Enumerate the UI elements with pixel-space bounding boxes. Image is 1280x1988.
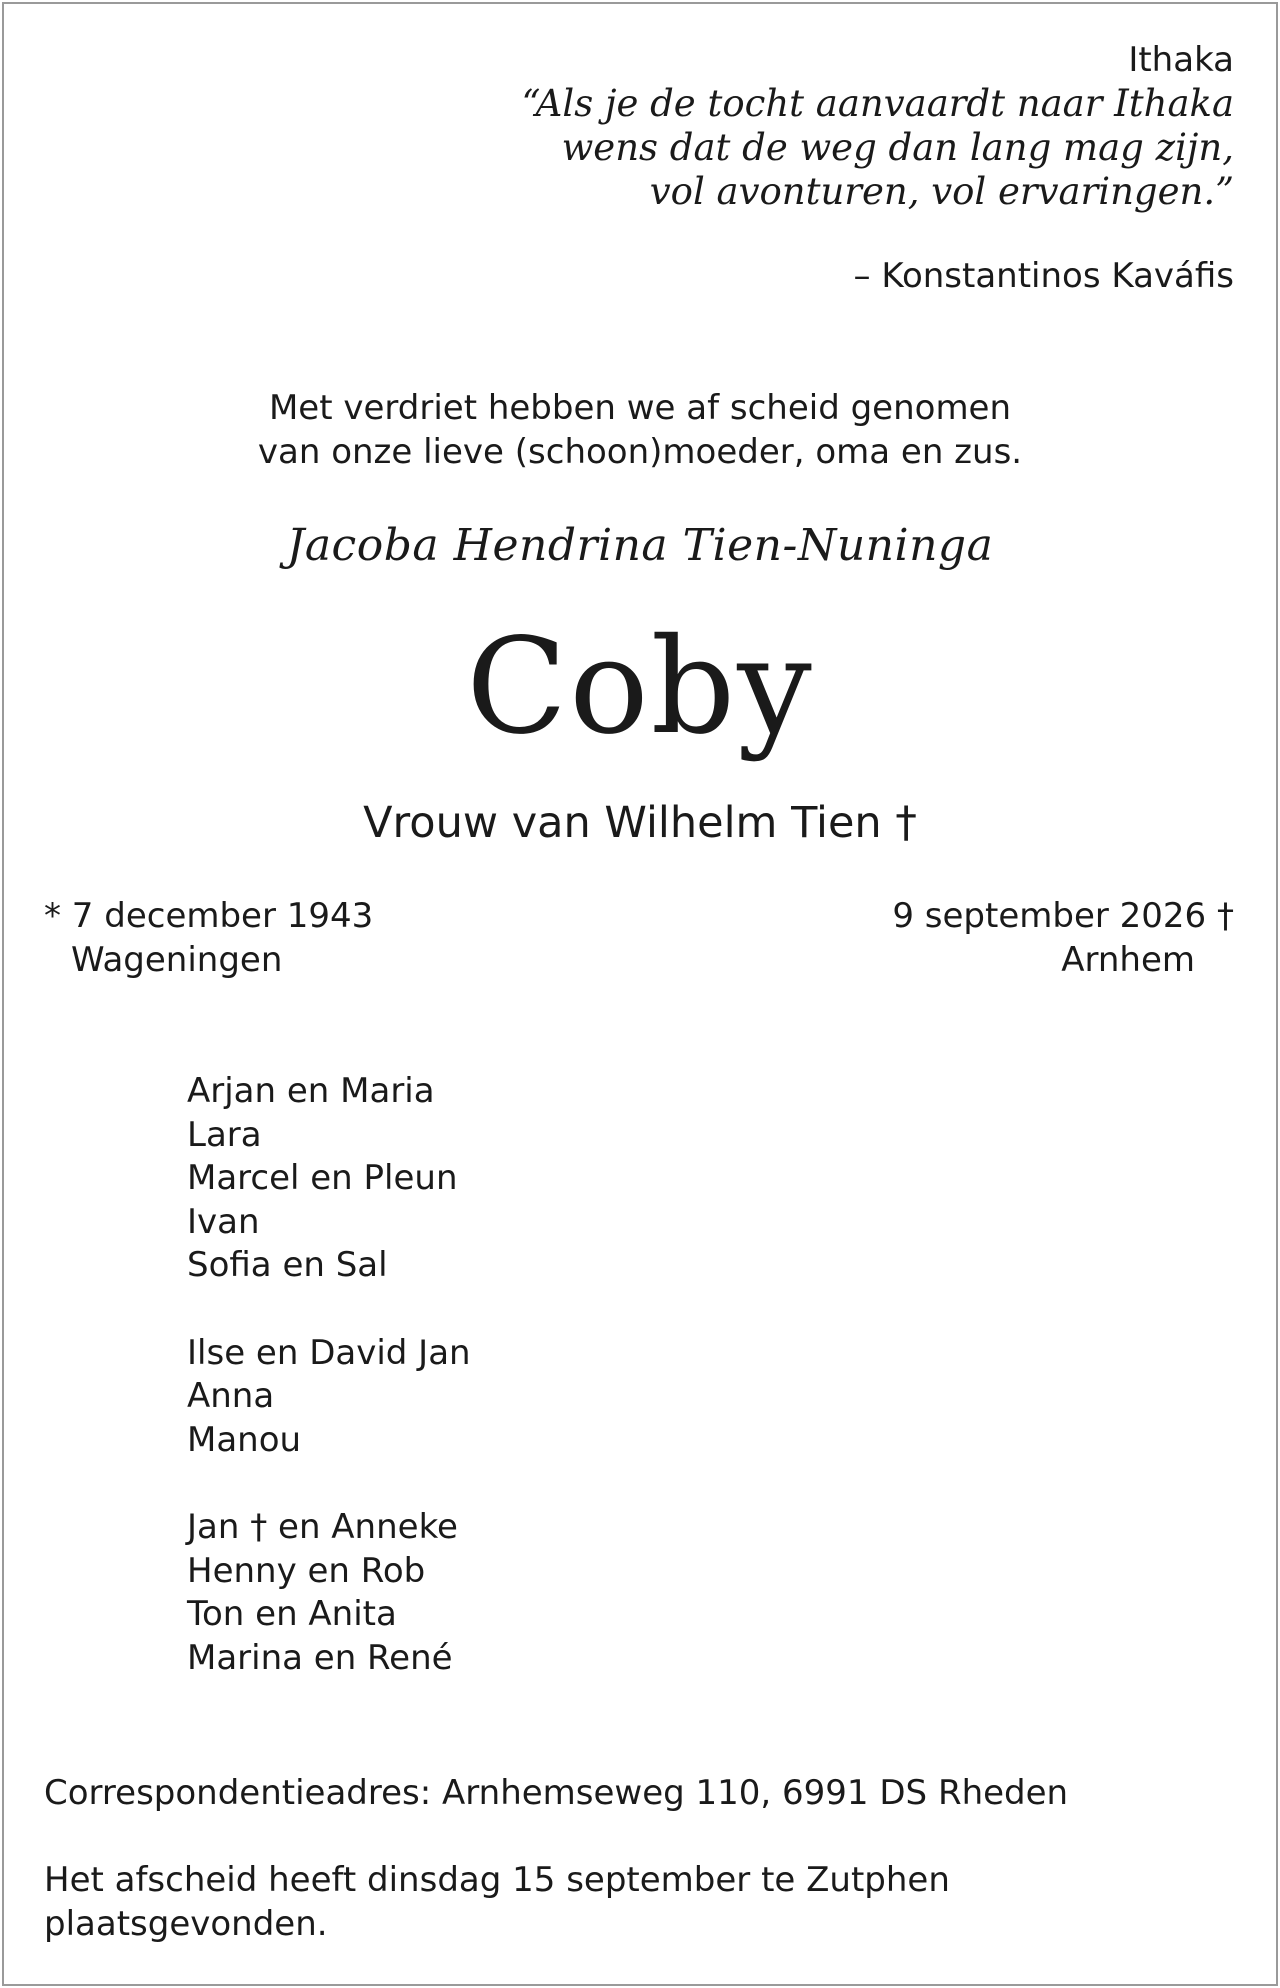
farewell-line: Het afscheid heeft dinsdag 15 september te Zutphen xyxy=(44,1860,950,1900)
family-member: Lara xyxy=(187,1114,262,1155)
full-name: Jacoba Hendrina Tien-Nuninga xyxy=(286,520,994,571)
death-date: 9 september 2026 † xyxy=(892,896,1234,936)
family-member: Jan † en Anneke xyxy=(187,1507,458,1547)
family-member: Marcel en Pleun xyxy=(187,1158,458,1198)
farewell-text xyxy=(44,1858,950,1946)
family-group xyxy=(187,1506,471,1680)
birth-place: Wageningen xyxy=(71,940,283,980)
spouse-line: Vrouw van Wilhelm Tien † xyxy=(363,798,917,848)
poem-line: wens dat de weg dan lang mag zijn, xyxy=(561,126,1234,169)
birth-info xyxy=(44,894,373,982)
poem-title: Ithaka xyxy=(1128,40,1234,80)
farewell-line: plaatsgevonden. xyxy=(44,1904,328,1944)
family-member: Marina en René xyxy=(187,1637,453,1678)
family-member: Ilse en David Jan xyxy=(187,1332,471,1373)
correspondence-address: Correspondentieadres: Arnhemseweg 110, 6991 DS Rheden xyxy=(44,1773,1069,1813)
poem-block xyxy=(522,38,1234,298)
family-member: Ivan xyxy=(187,1201,260,1242)
intro-line: van onze lieve (schoon)moeder, oma en zus. xyxy=(257,432,1023,472)
family-group xyxy=(187,1332,471,1463)
poem-line: “Als je de tocht aanvaardt naar Ithaka xyxy=(521,82,1234,125)
poem-author: – Konstantinos Kaváfis xyxy=(853,256,1234,296)
family-member: Manou xyxy=(187,1419,302,1460)
nickname: Coby xyxy=(466,610,814,764)
family-member: Sofia en Sal xyxy=(187,1245,388,1285)
family-group xyxy=(187,1070,471,1288)
family-member: Anna xyxy=(187,1376,275,1416)
family-list xyxy=(187,1070,471,1724)
birth-date: * 7 december 1943 xyxy=(44,896,374,936)
family-member: Ton en Anita xyxy=(187,1594,397,1634)
poem-line: vol avonturen, vol ervaringen.” xyxy=(649,170,1234,213)
intro-text xyxy=(0,386,1280,474)
intro-line: Met verdriet hebben we af scheid genomen xyxy=(268,388,1012,428)
family-member: Arjan en Maria xyxy=(187,1071,435,1111)
death-place: Arnhem xyxy=(1061,940,1195,980)
death-info xyxy=(892,894,1234,982)
family-member: Henny en Rob xyxy=(187,1550,426,1591)
